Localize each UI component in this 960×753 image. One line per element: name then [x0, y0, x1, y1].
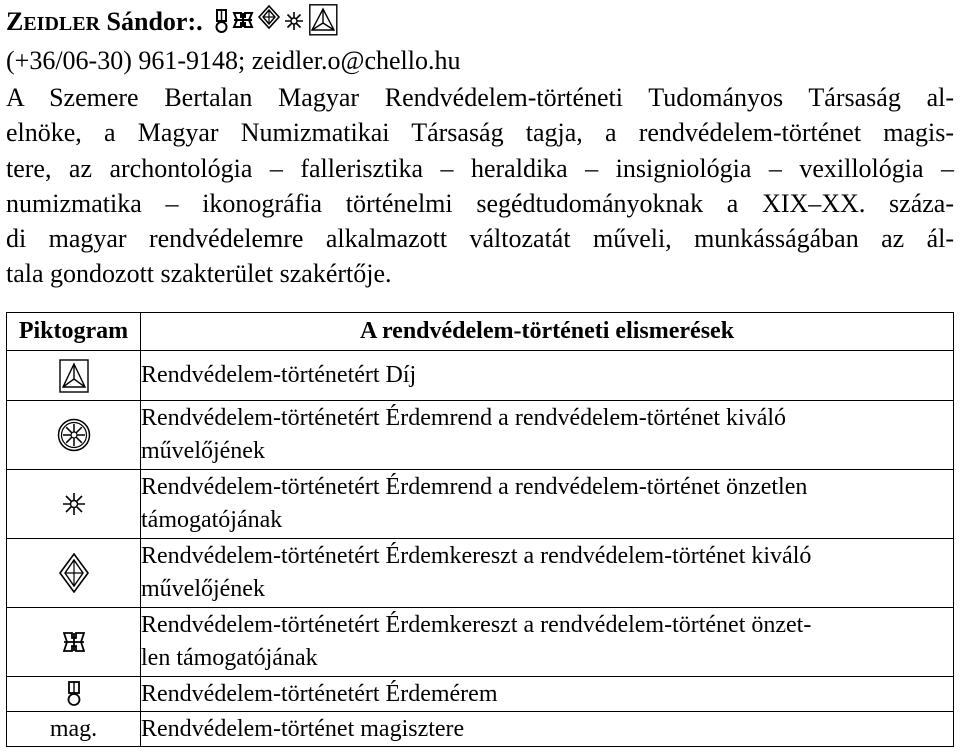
bio-line: di magyar rendvédelemre alkalmazott változatát műveli, munkásságában az ál- — [6, 224, 954, 254]
pictogram-cell — [7, 401, 141, 470]
pictogram-cell: mag. — [7, 712, 141, 747]
bio-line: tala gondozott szakterület szakértője. — [6, 259, 392, 289]
award-line: Rendvédelem-történetért Díj — [141, 362, 417, 388]
table-row — [7, 608, 954, 677]
award-line: Rendvédelem-történetért Érdemrend a rendvédelem-történet kiváló — [141, 405, 787, 431]
award-line: Rendvédelem-történetért Érdemérem — [141, 680, 498, 707]
surname-rest: EIDLER — [23, 13, 101, 35]
award-icons — [211, 4, 341, 40]
award-description — [141, 351, 954, 401]
circled-star-order-icon — [57, 418, 91, 452]
triangle-emblem-icon — [309, 5, 336, 35]
award-line: len támogatójának — [141, 645, 318, 671]
diamond-cross-icon — [259, 6, 279, 28]
biography-paragraph — [6, 80, 954, 292]
pictogram-cell — [7, 470, 141, 539]
cross-icon — [233, 12, 257, 27]
pictogram-cell — [7, 539, 141, 608]
award-description — [141, 712, 954, 747]
given-name: Sándor: — [106, 7, 197, 36]
award-description — [141, 401, 954, 470]
award-description — [141, 539, 954, 608]
author-heading — [6, 4, 341, 40]
pictogram-cell — [7, 677, 141, 712]
medal-icon — [67, 681, 81, 707]
pictogram-cell — [7, 351, 141, 401]
bio-line: A Szemere Bertalan Magyar Rendvédelem-történeti Tudományos Társaság al- — [6, 83, 954, 112]
pictogram-column-header: Piktogram — [7, 313, 141, 351]
awards-legend-table — [6, 312, 954, 747]
awards-column-header: A rendvédelem-történeti elismerések — [141, 313, 954, 351]
contact-line: (+36/06-30) 961-9148; zeidler.o@chello.hu — [6, 46, 461, 75]
star-order-icon — [285, 12, 303, 30]
bio-line: numizmatika – ikonográfia történelmi segédtudományoknak a XIX–XX. száza- — [6, 188, 954, 218]
table-header-row — [7, 313, 954, 351]
award-line: Rendvédelem-történetért Érdemkereszt a rendvédelem-történet kiváló — [141, 543, 812, 569]
award-icons-svg — [211, 4, 341, 40]
pictogram-cell — [7, 608, 141, 677]
diamond-cross-icon — [59, 553, 89, 593]
award-description — [141, 470, 954, 539]
table-row — [7, 401, 954, 470]
heading-separator: . — [196, 7, 203, 36]
bio-line: elnöke, a Magyar Numizmatikai Társaság tagja, a rendvédelem-történet magis- — [6, 118, 954, 148]
table-row — [7, 470, 954, 539]
cross-icon — [63, 632, 85, 652]
medal-icon — [216, 10, 226, 32]
table-row — [7, 539, 954, 608]
table-row — [7, 677, 954, 712]
triangle-emblem-icon — [59, 359, 89, 393]
table-row — [7, 351, 954, 401]
author-name — [6, 4, 203, 42]
table-row — [7, 712, 954, 747]
award-line: művelőjének — [141, 576, 265, 602]
bio-line: tere, az archontológia – fallerisztika – heraldika – insigniológia – vexillológia – — [6, 153, 954, 183]
surname-initial: Z — [6, 7, 24, 36]
star-order-icon — [62, 492, 86, 516]
award-line: művelőjének — [141, 438, 265, 464]
award-line: Rendvédelem-történet magisztere — [141, 715, 465, 742]
award-line: Rendvédelem-történetért Érdemrend a rendvédelem-történet önzetlen — [141, 474, 808, 500]
award-line: Rendvédelem-történetért Érdemkereszt a rendvédelem-történet önzet- — [141, 612, 812, 638]
award-description — [141, 677, 954, 712]
award-line: támogatójának — [141, 507, 283, 533]
award-description — [141, 608, 954, 677]
